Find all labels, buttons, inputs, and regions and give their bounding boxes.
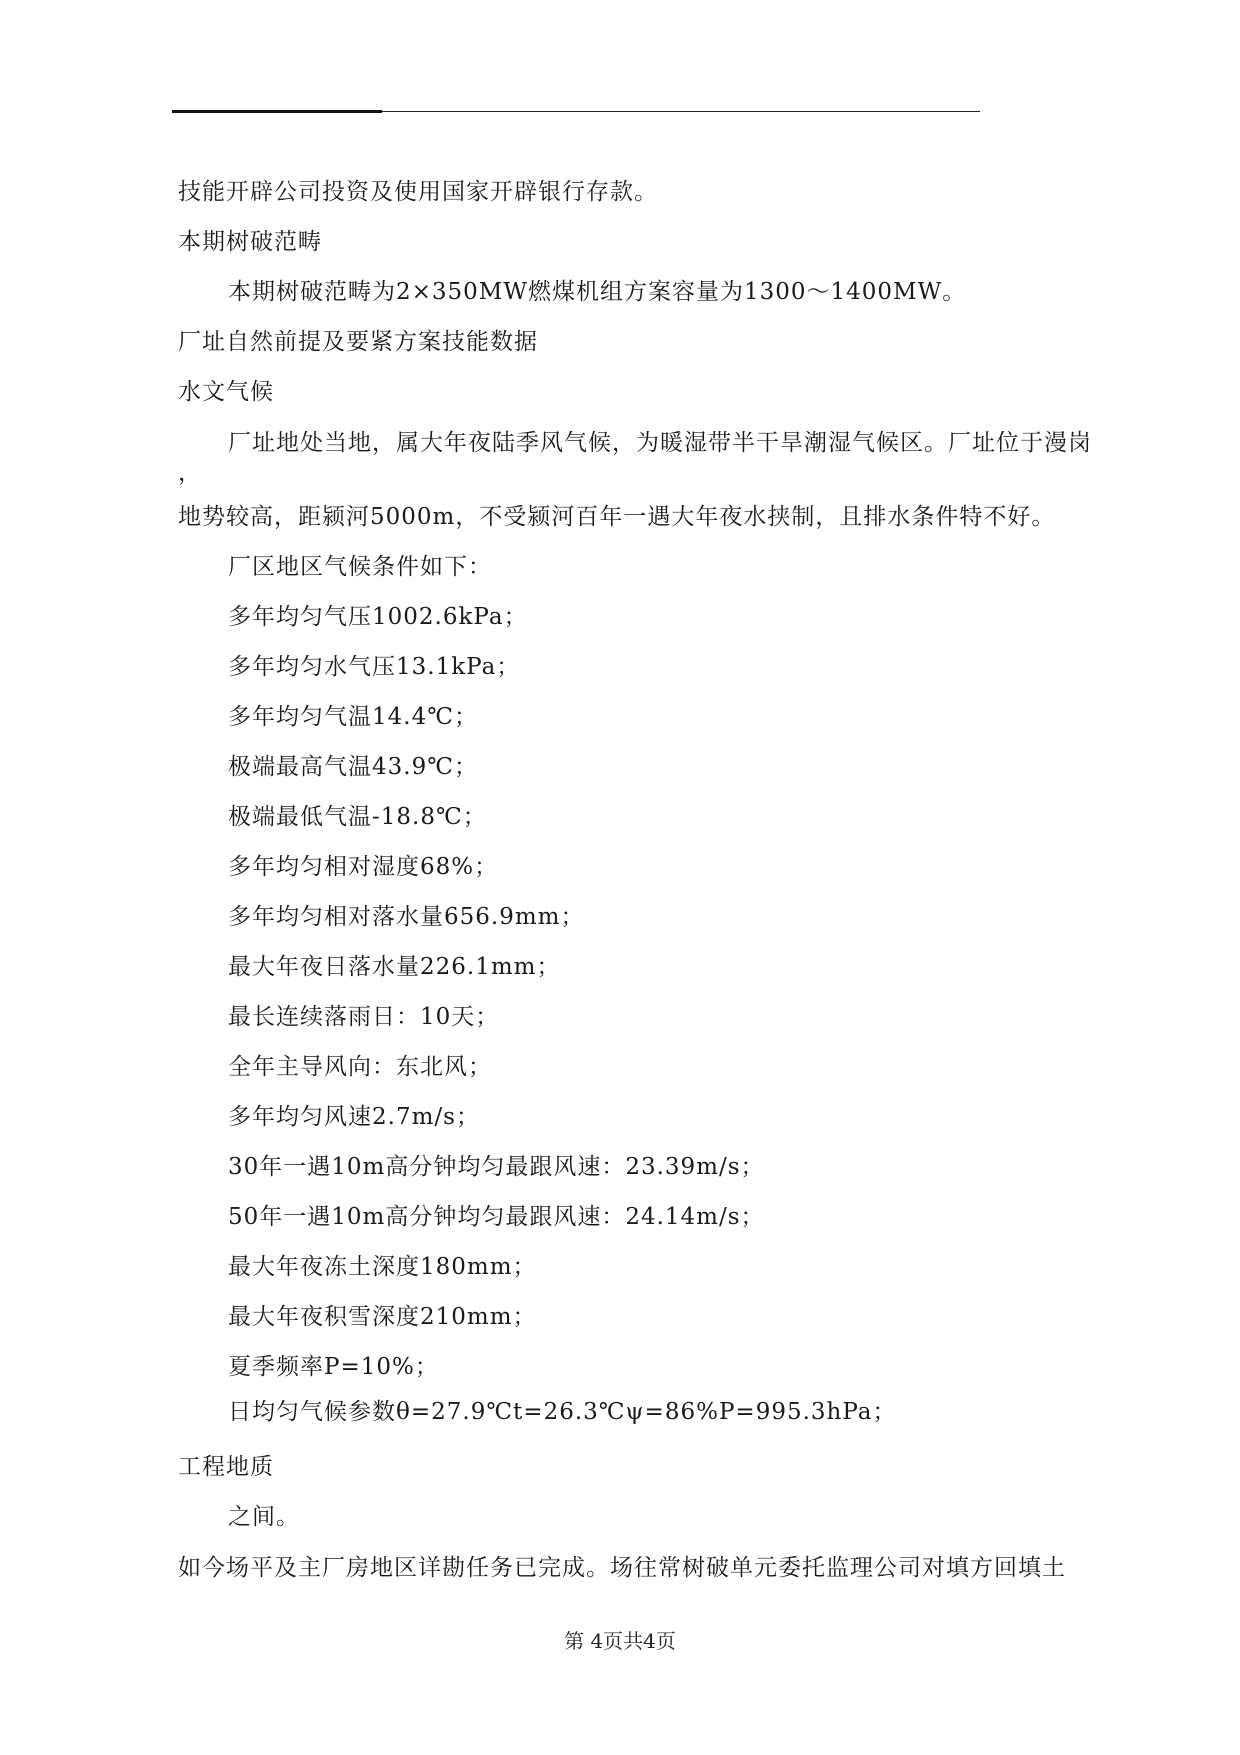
list-item: 最大年夜冻土深度180mm； [228,1254,537,1280]
paragraph-line: 之间。 [228,1504,300,1530]
list-item: 多年均匀气温14.4℃； [228,704,478,730]
list-item: 多年均匀水气压13.1kPa； [228,654,521,680]
list-item: 日均匀气候参数θ=27.9℃t=26.3℃ψ=86%P=995.3hPa； [228,1399,897,1425]
footer-suffix: 页 [655,1629,676,1653]
paragraph-line: 厂址地处当地，属大年夜陆季风气候，为暖湿带半干旱潮湿气候区。厂址位于漫岗 [228,430,1092,456]
section-heading: 水文气候 [178,379,274,405]
list-item: 极端最低气温-18.8℃； [228,804,487,830]
list-item: 30年一遇10m高分钟均匀最跟风速：23.39m/s； [228,1154,765,1180]
list-item: 多年均匀相对落水量656.9mm； [228,904,585,930]
section-heading: 厂址自然前提及要紧方案技能数据 [178,329,538,355]
list-item: 多年均匀风速2.7m/s； [228,1104,480,1130]
footer-prefix: 第 [564,1629,585,1653]
paragraph-line: 地势较高，距颍河5000m，不受颍河百年一遇大年夜水挟制，且排水条件特不好。 [178,504,1056,530]
paragraph-line: 厂区地区气候条件如下： [228,554,492,580]
footer-middle: 页共 [603,1629,644,1653]
footer-total-pages: 4 [643,1629,656,1653]
section-heading: 工程地质 [178,1454,274,1480]
section-heading: 本期树破范畴 [178,229,322,255]
list-item: 多年均匀相对湿度68%； [228,854,499,880]
page-footer [0,1628,1240,1654]
list-item: 极端最高气温43.9℃； [228,754,478,780]
list-item: 最大年夜日落水量226.1mm； [228,954,561,980]
footer-current-page: 4 [590,1629,604,1653]
list-item: 全年主导风向：东北风； [228,1054,492,1080]
paragraph-line: 技能开辟公司投资及使用国家开辟银行存款。 [178,179,658,205]
paragraph-line: 如今场平及主厂房地区详勘任务已完成。场往常树破单元委托监理公司对填方回填土 [178,1555,1066,1581]
list-item: 多年均匀气压1002.6kPa； [228,604,528,630]
list-item: 最长连续落雨日：10天； [228,1004,500,1030]
paragraph-line: ， [178,460,202,486]
list-item: 最大年夜积雪深度210mm； [228,1304,537,1330]
list-item: 50年一遇10m高分钟均匀最跟风速：24.14m/s； [228,1204,765,1230]
paragraph-line: 本期树破范畴为2×350MW燃煤机组方案容量为1300～1400MW。 [228,279,967,305]
list-item: 夏季频率P=10%； [228,1354,439,1380]
